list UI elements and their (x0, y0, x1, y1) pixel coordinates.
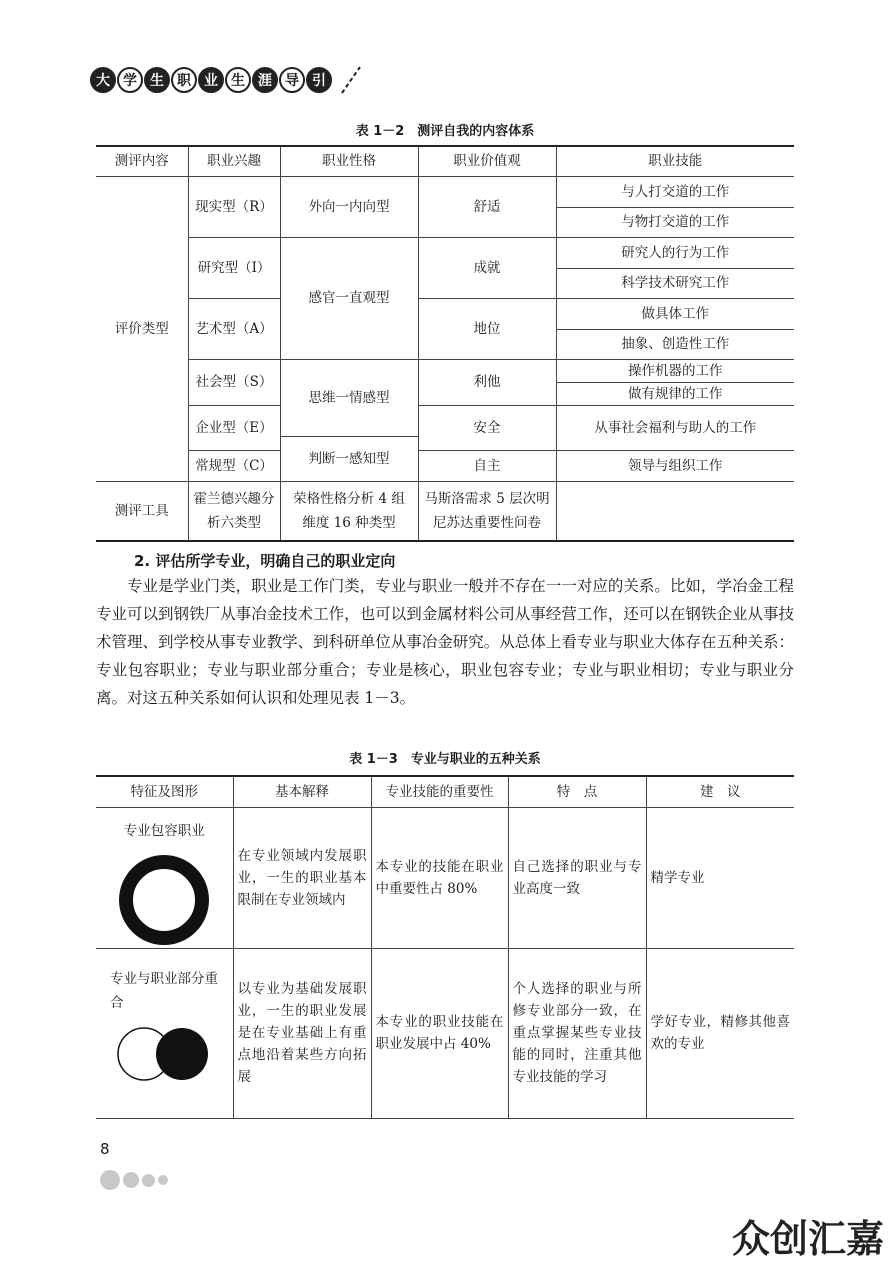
skill-cell: 抽象、创造性工作 (556, 329, 794, 359)
skill-cell: 操作机器的工作 (556, 359, 794, 382)
trait-cell: 自己选择的职业与专业高度一致 (508, 807, 646, 948)
body-paragraph: 专业是学业门类，职业是工作门类，专业与职业一般并不存在一一对应的关系。比如，学冶金工程专业可以到钢铁厂从事冶金技术工作，也可以到金属材料公司从事经营工作，还可以在钢铁企业从事技术管理、到学校从事专业教学、到科研单位从事冶金研究。从总体上看专业与职业大体存在五种关系：专业包容职业；专业与职业部分重合；专业是核心，职业包容专业；专业与职业相切；专业与职业分离。对这五种关系如何认识和处理见表 1－3。 (96, 577, 794, 707)
table2-caption: 表 1－2 测评自我的内容体系 (355, 124, 535, 139)
header-cell: 职业性格 (280, 146, 418, 176)
personality-cell: 外向一内向型 (280, 176, 418, 237)
advice-cell: 学好专业，精修其他喜欢的专业 (646, 948, 794, 1118)
feature-cell (96, 948, 233, 1118)
watermark-logo: 众创汇嘉 (731, 1217, 884, 1261)
interest-cell: 现实型（R） (188, 176, 280, 237)
title-char: 大 (90, 67, 116, 93)
feature-label: 专业与职业部分重合 (110, 970, 218, 1011)
trait-cell: 个人选择的职业与所修专业部分一致，在重点掌握某些专业技能的同时，注重其他专业技能的学习 (508, 948, 646, 1118)
header-cell: 测评内容 (96, 146, 188, 176)
title-char: 导 (279, 67, 305, 93)
value-cell: 舒适 (418, 176, 556, 237)
tool-cell: 霍兰德兴趣分析六类型 (188, 481, 280, 541)
running-header (90, 60, 364, 100)
importance-cell: 本专业的技能在职业中重要性占 80% (371, 807, 508, 948)
row-label-eval: 评价类型 (96, 176, 188, 481)
interest-cell: 艺术型（A） (188, 298, 280, 359)
title-char: 职 (171, 67, 197, 93)
table-row (96, 948, 794, 1118)
title-char: 涯 (252, 67, 278, 93)
value-cell: 利他 (418, 359, 556, 405)
decorative-dots-icon (100, 1170, 168, 1190)
interest-cell: 研究型（I） (188, 237, 280, 298)
title-char: 生 (144, 67, 170, 93)
title-char: 引 (306, 67, 332, 93)
table-row (96, 807, 794, 948)
personality-cell: 感官一直观型 (280, 237, 418, 359)
skill-cell: 领导与组织工作 (556, 450, 794, 481)
header-cell: 特 点 (508, 776, 646, 807)
header-cell: 建 议 (646, 776, 794, 807)
importance-cell: 本专业的职业技能在职业发展中占 40% (371, 948, 508, 1118)
explain-cell: 在专业领域内发展职业，一生的职业基本限制在专业领域内 (233, 807, 371, 948)
personality-cell: 思维一情感型 (280, 359, 418, 436)
title-char: 学 (117, 67, 143, 93)
header-cell: 职业技能 (556, 146, 794, 176)
header-cell: 基本解释 (233, 776, 371, 807)
tool-cell (556, 481, 794, 541)
ring-diagram-icon (116, 852, 212, 948)
tool-cell: 荣格性格分析 4 组维度 16 种类型 (280, 481, 418, 541)
title-char: 业 (198, 67, 224, 93)
personality-cell: 判断一感知型 (280, 436, 418, 481)
major-career-table (96, 775, 794, 1119)
advice-cell: 精学专业 (646, 807, 794, 948)
tool-cell: 马斯洛需求 5 层次明尼苏达重要性问卷 (418, 481, 556, 541)
header-cell: 职业价值观 (418, 146, 556, 176)
page-number: 8 (100, 1140, 110, 1158)
value-cell: 自主 (418, 450, 556, 481)
interest-cell: 企业型（E） (188, 405, 280, 450)
skill-cell: 科学技术研究工作 (556, 268, 794, 298)
value-cell: 安全 (418, 405, 556, 450)
overlap-circles-icon (116, 1023, 216, 1085)
interest-cell: 常规型（C） (188, 450, 280, 481)
feature-label: 专业包容职业 (123, 822, 205, 839)
skill-cell: 与人打交道的工作 (556, 176, 794, 207)
skill-cell: 从事社会福利与助人的工作 (556, 405, 794, 450)
value-cell: 地位 (418, 298, 556, 359)
row-label-tool: 测评工具 (96, 481, 188, 541)
skill-cell: 与物打交道的工作 (556, 207, 794, 237)
header-cell: 专业技能的重要性 (371, 776, 508, 807)
section-heading: 2. 评估所学专业，明确自己的职业定向 (134, 552, 396, 570)
feature-cell (96, 807, 233, 948)
skill-cell: 研究人的行为工作 (556, 237, 794, 268)
header-cell: 职业兴趣 (188, 146, 280, 176)
self-assessment-table (96, 145, 794, 542)
value-cell: 成就 (418, 237, 556, 298)
explain-cell: 以专业为基础发展职业，一生的职业发展是在专业基础上有重点地沿着某些方向拓展 (233, 948, 371, 1118)
skill-cell: 做具体工作 (556, 298, 794, 329)
dashed-slash-icon (338, 65, 364, 95)
skill-cell: 做有规律的工作 (556, 382, 794, 405)
book-title (90, 67, 332, 93)
title-char: 生 (225, 67, 251, 93)
table3-caption: 表 1－3 专业与职业的五种关系 (349, 752, 541, 767)
header-cell: 特征及图形 (96, 776, 233, 807)
interest-cell: 社会型（S） (188, 359, 280, 405)
